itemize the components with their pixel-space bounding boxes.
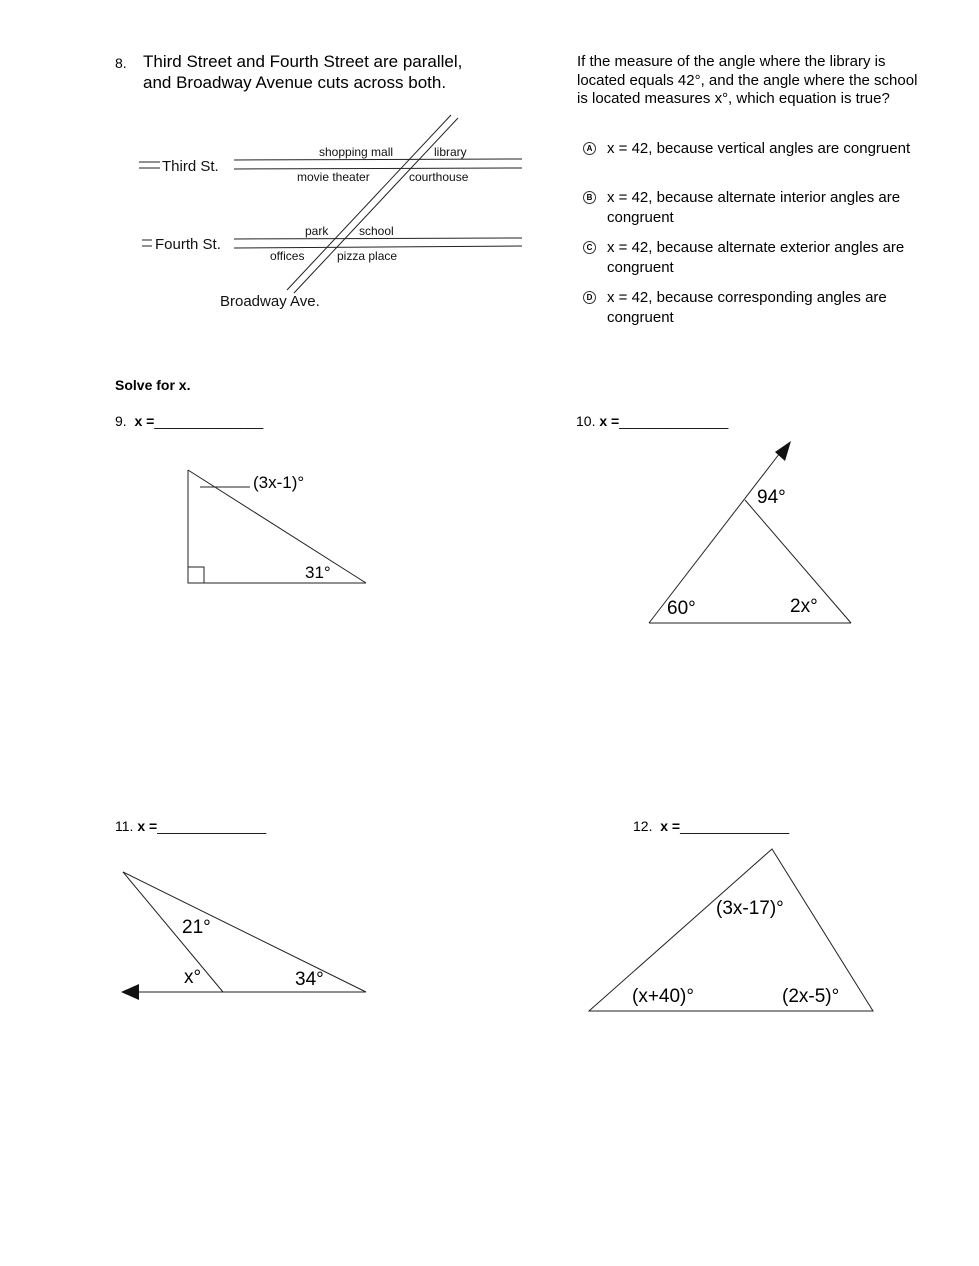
choice-c-circle-icon: C [583,241,596,254]
statement-line-1: Third Street and Fourth Street are parallel, [143,52,463,71]
street-diagram [139,115,522,293]
question-8-prompt: If the measure of the angle where the library is located equals 42°, and the angle where the school is located measures x°, which equation is true? [577,53,918,107]
fourth-st-label: Fourth St. [155,236,221,253]
statement-line-2: and Broadway Avenue cuts across both. [143,73,447,92]
fourth-st-line-top [234,238,522,239]
broadway-label: Broadway Ave. [220,293,320,310]
p9-bottom-label: 31° [305,563,331,582]
park-label: park [305,224,329,238]
p12-left-label: (x+40)° [632,986,694,1007]
problem-12-x: x = [660,818,681,834]
problem-10-figure [649,449,851,623]
p10-exterior-label: 94° [757,487,786,508]
problem-11-x: x = [137,818,158,834]
problem-10-x: x = [599,413,620,429]
section-heading: Solve for x. [115,377,191,393]
school-label: school [359,224,394,238]
choice-d-circle-icon: D [583,291,596,304]
p10-arrowhead-icon [775,441,791,461]
problem-10-blank[interactable]: ______________ [619,413,729,429]
p11-top-label: 21° [182,917,211,938]
problem-11-number: 11. [115,818,134,834]
courthouse-label: courthouse [409,170,469,184]
choice-c-text: x = 42, because alternate exterior angles are congruent [607,239,905,276]
p10-left-side-ray [649,449,783,623]
movie-theater-label: movie theater [297,170,370,184]
pizza-place-label: pizza place [337,249,398,263]
offices-label: offices [270,249,305,263]
third-st-label: Third St. [162,158,219,175]
p11-exterior-label: x° [184,967,202,988]
p11-right-label: 34° [295,969,324,990]
p9-top-label: (3x-1)° [253,473,305,492]
problem-12-blank[interactable]: ______________ [680,818,790,834]
problem-9-number: 9. [115,413,127,429]
problem-10-number: 10. [576,413,596,429]
question-8-number: 8. [115,55,127,71]
problem-9-blank[interactable]: ______________ [154,413,264,429]
p12-top-label: (3x-17)° [716,898,784,919]
choice-a-text: x = 42, because vertical angles are congruent [607,140,911,157]
p12-right-label: (2x-5)° [782,986,840,1007]
p11-right-side [123,872,366,992]
problem-9-x: x = [134,413,155,429]
third-st-line-bottom [234,168,522,169]
broadway-line-left [287,115,451,290]
choice-a-circle-icon: A [583,142,596,155]
choice-d-text: x = 42, because corresponding angles are congruent [607,289,887,326]
choice-b-text: x = 42, because alternate interior angles are congruent [607,189,901,226]
p10-right-label: 2x° [790,596,818,617]
library-label: library [434,145,467,159]
fourth-st-line-bottom [234,246,522,248]
p10-left-label: 60° [667,598,696,619]
street-labels [155,145,469,310]
p11-arrowhead-icon [121,984,139,1000]
problem-12-number: 12. [633,818,653,834]
problem-11-figure [123,872,366,992]
p9-right-angle-mark [188,567,204,583]
choice-b-circle-icon: B [583,191,596,204]
shopping-mall-label: shopping mall [319,145,394,159]
third-st-line-top [234,159,522,160]
problem-11-blank[interactable]: ______________ [157,818,267,834]
